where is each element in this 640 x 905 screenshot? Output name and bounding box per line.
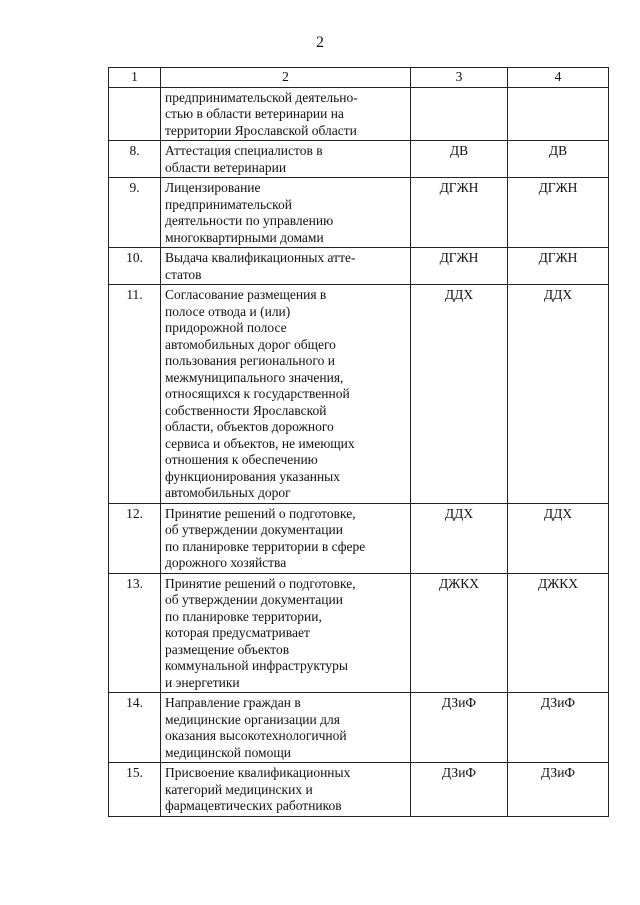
row-description-cell: Присвоение квалификационных категорий медицинских и фармацевтических работников [161,763,411,817]
row-col4-cell [508,87,609,141]
row-col4-cell: ДВ [508,141,609,178]
table-row [109,503,609,573]
row-number-cell: 10. [109,248,161,285]
table-row [109,693,609,763]
row-number-cell: 9. [109,178,161,248]
row-col3-cell: ДГЖН [411,248,508,285]
table-row [109,763,609,817]
row-col4-cell: ДЖКХ [508,573,609,693]
row-number-cell: 14. [109,693,161,763]
row-col3-cell [411,87,508,141]
row-number-cell: 8. [109,141,161,178]
table-row [109,87,609,141]
row-col4-cell: ДГЖН [508,248,609,285]
row-description-cell: Принятие решений о подготовке, об утверждении документации по планировке территории в сфере дорожного хозяйства [161,503,411,573]
row-description-cell: Лицензирование предпринимательской деятельности по управлению многоквартирными домами [161,178,411,248]
header-cell-3: 3 [411,68,508,88]
row-number-cell: 15. [109,763,161,817]
row-col4-cell: ДГЖН [508,178,609,248]
row-col3-cell: ДВ [411,141,508,178]
row-col3-cell: ДДХ [411,503,508,573]
page-number: 2 [316,34,324,51]
row-col3-cell: ДЗиФ [411,693,508,763]
table-header-row [109,68,609,88]
table-row [109,573,609,693]
row-col4-cell: ДЗиФ [508,763,609,817]
table-row [109,178,609,248]
row-col4-cell: ДДХ [508,503,609,573]
table-body [109,68,609,817]
row-number-cell: 12. [109,503,161,573]
row-description-cell: Аттестация специалистов в области ветеринарии [161,141,411,178]
row-col3-cell: ДЗиФ [411,763,508,817]
row-col4-cell: ДЗиФ [508,693,609,763]
row-description-cell: Выдача квалификационных атте- статов [161,248,411,285]
row-description-cell: Направление граждан в медицинские организации для оказания высокотехнологичной медицинской помощи [161,693,411,763]
row-col3-cell: ДДХ [411,285,508,504]
row-col3-cell: ДЖКХ [411,573,508,693]
row-number-cell [109,87,161,141]
header-cell-1: 1 [109,68,161,88]
functions-table [108,67,609,817]
row-description-cell: предпринимательской деятельно- стью в области ветеринарии на территории Ярославской области [161,87,411,141]
row-description-cell: Принятие решений о подготовке, об утверждении документации по планировке территории, которая предусматривает размещение объектов коммунальной инфраструктуры и энергетики [161,573,411,693]
table-row [109,141,609,178]
row-col4-cell: ДДХ [508,285,609,504]
table-row [109,285,609,504]
row-col3-cell: ДГЖН [411,178,508,248]
row-number-cell: 11. [109,285,161,504]
row-number-cell: 13. [109,573,161,693]
header-cell-4: 4 [508,68,609,88]
row-description-cell: Согласование размещения в полосе отвода и (или) придорожной полосе автомобильных дорог общего пользования регионального и межмуниципального значения, относящихся к государственной собственности Ярославской области, объектов дорожного сервиса и объектов, не имеющих отношения к обеспечению функционирования указанных автомобильных дорог [161,285,411,504]
header-cell-2: 2 [161,68,411,88]
table-row [109,248,609,285]
